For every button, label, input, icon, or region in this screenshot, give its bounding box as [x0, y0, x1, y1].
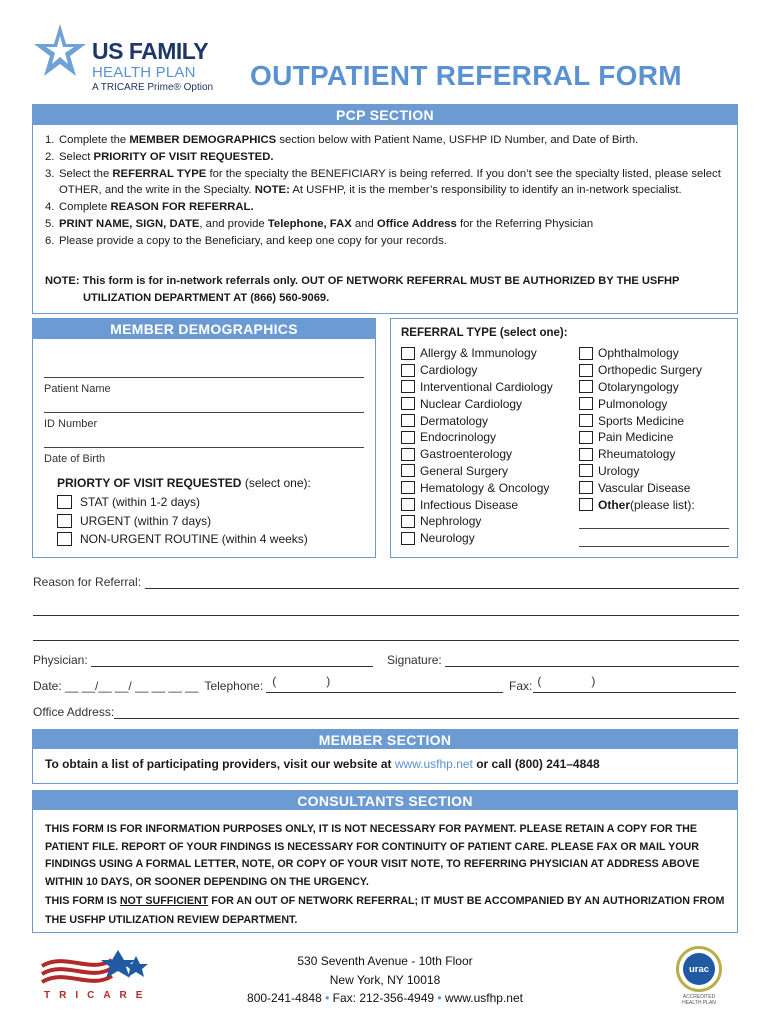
id-number-field[interactable]	[44, 412, 364, 430]
checkbox[interactable]	[401, 364, 415, 377]
referral-type-option[interactable]	[579, 379, 729, 396]
instruction-text: Complete	[59, 201, 111, 214]
pcp-instruction	[45, 132, 725, 149]
priority-option[interactable]	[57, 530, 311, 549]
referral-type-label: Dermatology	[420, 413, 489, 428]
logo-line1: US FAMILY	[92, 38, 209, 64]
date-of-birth-field[interactable]	[44, 447, 364, 465]
referral-type-label: Otolaryngology	[598, 379, 679, 394]
consultants-section	[32, 790, 738, 933]
referral-type-option[interactable]	[401, 345, 553, 362]
referral-type-option[interactable]	[401, 446, 553, 463]
checkbox[interactable]	[401, 347, 415, 360]
referral-type-option[interactable]	[579, 362, 729, 379]
patient-name-label: Patient Name	[44, 383, 111, 395]
checkbox[interactable]	[401, 464, 415, 477]
instruction-text: , and provide	[199, 217, 268, 230]
member-text-before: To obtain a list of participating providers, visit our website at	[45, 757, 395, 771]
id-number-label: ID Number	[44, 418, 98, 430]
consultants-section-heading: CONSULTANTS SECTION	[33, 791, 737, 810]
instruction-text: and	[351, 217, 377, 230]
checkbox[interactable]	[401, 498, 415, 511]
urac-seal-icon	[676, 946, 722, 992]
referral-type-column-2	[579, 345, 729, 563]
reason-line-3[interactable]	[33, 627, 739, 641]
member-demographics-section	[32, 318, 376, 558]
instruction-text: NOTE:	[254, 184, 290, 197]
instruction-text: for the Referring Physician	[456, 217, 594, 230]
instruction-text: for the specialty the BENEFICIARY is being referred. If you don’t see the specialty listed, please select OTHER, and the write in the Specialty.	[59, 167, 721, 197]
pcp-section-heading: PCP SECTION	[33, 105, 737, 125]
other-specialty-line-2[interactable]	[579, 546, 729, 563]
referral-type-option[interactable]	[401, 496, 553, 513]
signature-label: Signature:	[387, 653, 442, 667]
instruction-number: 1.	[45, 134, 55, 146]
footer-fax: Fax: 212-356-4949	[332, 991, 435, 1005]
instruction-text: Telephone, FAX	[267, 217, 352, 230]
office-address-field[interactable]	[33, 705, 739, 719]
pcp-instruction	[45, 149, 725, 166]
physician-line[interactable]	[91, 653, 373, 667]
footer-phone: 800-241-4848	[247, 991, 322, 1005]
reason-label: Reason for Referral:	[33, 575, 142, 589]
referral-type-option[interactable]	[579, 345, 729, 362]
priority-option[interactable]	[57, 493, 311, 512]
fax-paren-open: (	[537, 674, 542, 688]
address-line-1: 530 Seventh Avenue - 10th Floor	[297, 954, 473, 968]
checkbox[interactable]	[579, 464, 593, 477]
referral-type-option[interactable]	[401, 362, 553, 379]
logo-line2: HEALTH PLAN	[92, 64, 196, 81]
checkbox[interactable]	[57, 514, 72, 528]
referral-type-label: Gastroenterology	[420, 447, 513, 462]
pcp-instruction	[45, 166, 725, 200]
referral-type-label: Neurology	[420, 531, 475, 546]
website-link[interactable]: www.usfhp.net	[394, 757, 473, 771]
member-section-text	[45, 757, 600, 771]
telephone-paren-close: )	[326, 674, 331, 688]
pcp-note-line1: NOTE: This form is for in-network referrals only. OUT OF NETWORK REFERRAL MUST BE AUTHORIZED BY THE USFHP	[45, 275, 680, 287]
checkbox[interactable]	[579, 397, 593, 410]
referral-type-option[interactable]	[401, 395, 553, 412]
instruction-number: 5.	[45, 217, 55, 230]
office-address-line[interactable]	[114, 705, 739, 719]
footer-address	[220, 952, 550, 1008]
date-of-birth-label: Date of Birth	[44, 453, 106, 465]
para2-after: FOR AN OUT OF NETWORK REFERRAL; IT MUST BE ACCOMPANIED BY AN AUTHORIZATION FROM THE USFHP UTILIZATION REVIEW DEPARTMENT.	[45, 895, 725, 926]
para2-underlined: NOT SUFFICIENT	[119, 895, 209, 907]
referral-type-column-1	[401, 345, 553, 547]
form-title: OUTPATIENT REFERRAL FORM	[250, 60, 682, 91]
referral-type-label: Cardiology	[420, 363, 478, 378]
priority-option-label: STAT (within 1-2 days)	[80, 495, 201, 510]
referral-type-option[interactable]	[579, 429, 729, 446]
member-section-heading: MEMBER SECTION	[33, 730, 737, 749]
referral-type-option[interactable]	[401, 513, 553, 530]
priority-option-label: NON-URGENT ROUTINE (within 4 weeks)	[80, 532, 308, 547]
referral-type-option[interactable]	[579, 395, 729, 412]
reason-line-1[interactable]	[145, 575, 739, 589]
instruction-text: PRINT NAME, SIGN, DATE	[59, 217, 200, 230]
pcp-instructions	[45, 132, 725, 250]
referral-type-option[interactable]	[401, 479, 553, 496]
priority-option-label: URGENT (within 7 days)	[80, 513, 212, 528]
checkbox[interactable]	[401, 532, 415, 545]
priority-group	[57, 476, 311, 549]
checkbox[interactable]	[579, 414, 593, 427]
referral-type-label: Allergy & Immunology	[420, 346, 537, 361]
referral-type-option[interactable]	[401, 530, 553, 547]
referral-type-label: Endocrinology	[420, 430, 497, 445]
instruction-text: REASON FOR REFERRAL.	[110, 201, 254, 214]
tricare-logo	[40, 944, 160, 1010]
referral-type-option[interactable]	[401, 412, 553, 429]
referral-type-option[interactable]	[401, 379, 553, 396]
instruction-text: Please provide a copy to the Beneficiary, and keep one copy for your records.	[59, 234, 447, 247]
referral-type-label: Infectious Disease	[420, 497, 519, 512]
member-text-after: or call (800) 241–4848	[472, 757, 600, 771]
fax-row	[509, 674, 736, 693]
instruction-text: MEMBER DEMOGRAPHICS	[129, 134, 277, 146]
referral-type-label: General Surgery	[420, 463, 509, 478]
checkbox[interactable]	[579, 431, 593, 444]
pcp-section	[32, 104, 738, 314]
signature-field[interactable]	[387, 653, 739, 667]
tricare-flag-icon	[40, 944, 155, 988]
referral-type-option[interactable]	[579, 412, 729, 429]
instruction-text: PRIORITY OF VISIT REQUESTED.	[93, 150, 274, 163]
pcp-instruction	[45, 216, 725, 233]
instruction-number: 3.	[45, 167, 55, 180]
checkbox[interactable]	[401, 515, 415, 528]
instruction-text: Select	[59, 150, 94, 163]
urac-seal	[676, 946, 722, 1006]
consultants-paragraph-2	[45, 892, 729, 930]
referral-type-option[interactable]	[579, 479, 729, 496]
referral-type-label: Nuclear Cardiology	[420, 396, 523, 411]
member-demographics-heading: MEMBER DEMOGRAPHICS	[33, 319, 375, 339]
checkbox[interactable]	[579, 364, 593, 377]
referral-type-label: Urology	[598, 463, 640, 478]
telephone-paren-open: (	[272, 674, 277, 688]
checkbox[interactable]	[401, 380, 415, 393]
consultants-paragraph-1: THIS FORM IS FOR INFORMATION PURPOSES ONLY, IT IS NOT NECESSARY FOR PAYMENT. PLEASE RETAIN A COPY FOR THE PATIENT FILE. REPORT OF YOUR FINDINGS IS NECESSARY FOR CONTINUITY OF PATIENT CARE. PLEASE FAX OR MAIL YOUR FINDINGS USING A FORMAL LETTER, NOTE, OR COPY OF YOUR VISIT NOTE, TO REFERRING PHYSICIAN AT ADDRESS ABOVE WITHIN 10 DAYS, OR SOONER DEPENDING ON THE URGENCY.	[45, 823, 700, 888]
instruction-text: Office Address	[376, 217, 457, 230]
pcp-instruction	[45, 233, 725, 250]
referral-type-label: Nephrology	[420, 514, 482, 529]
footer-web[interactable]: www.usfhp.net	[444, 991, 523, 1005]
checkbox[interactable]	[579, 380, 593, 393]
pcp-note	[45, 273, 725, 307]
checkbox[interactable]	[57, 532, 72, 546]
tricare-wordmark: TRICARE	[44, 990, 152, 1001]
reason-line-2[interactable]	[33, 602, 739, 616]
instruction-number: 6.	[45, 234, 55, 247]
referral-type-label: Vascular Disease	[598, 480, 691, 495]
pcp-note-line2: UTILIZATION DEPARTMENT AT (866) 560-9069.	[83, 292, 330, 304]
checkbox[interactable]	[579, 498, 593, 511]
fax-field[interactable]	[533, 674, 736, 693]
pcp-instruction	[45, 199, 725, 216]
star-logo-icon	[32, 22, 88, 82]
instruction-text: REFERRAL TYPE	[112, 167, 207, 180]
referral-type-label: Pulmonology	[598, 396, 668, 411]
other-label: Other	[598, 497, 631, 512]
telephone-field[interactable]	[266, 674, 503, 693]
referral-type-label: Interventional Cardiology	[420, 379, 553, 394]
referral-type-label: Sports Medicine	[598, 413, 685, 428]
referral-type-label: Hematology & Oncology	[420, 480, 550, 495]
instruction-number: 2.	[45, 150, 55, 163]
fax-paren-close: )	[591, 674, 596, 688]
contact-line: 800-241-4848 • Fax: 212-356-4949 • www.usfhp.net	[247, 991, 523, 1005]
referral-type-option[interactable]	[401, 429, 553, 446]
instruction-text: section below with Patient Name, USFHP ID Number, and Date of Birth.	[276, 134, 639, 146]
logo-line3: A TRICARE Prime® Option	[92, 82, 214, 93]
physician-label: Physician:	[33, 653, 88, 667]
checkbox[interactable]	[401, 414, 415, 427]
referral-type-label: Orthopedic Surgery	[598, 363, 703, 378]
reason-for-referral-field[interactable]	[33, 575, 739, 589]
instruction-text: Select the	[59, 167, 113, 180]
checkbox[interactable]	[401, 431, 415, 444]
instruction-text: Complete the	[59, 134, 130, 146]
instruction-number: 4.	[45, 201, 55, 214]
date-field[interactable]: Date: __ __/__ __/ __ __ __ __	[33, 679, 199, 693]
urac-wordmark: urac	[683, 953, 715, 985]
office-address-label: Office Address:	[33, 705, 115, 719]
referral-type-label: Pain Medicine	[598, 430, 674, 445]
para2-before: THIS FORM IS	[45, 895, 120, 907]
urac-caption: ACCREDITED HEALTH PLAN	[682, 994, 716, 1006]
referral-type-section	[390, 318, 738, 558]
referral-type-option[interactable]	[579, 463, 729, 480]
referral-type-option[interactable]	[401, 463, 553, 480]
referral-type-label: Rheumatology	[598, 447, 676, 462]
physician-field[interactable]	[33, 653, 373, 667]
checkbox[interactable]	[579, 347, 593, 360]
checkbox[interactable]	[401, 481, 415, 494]
checkbox[interactable]	[401, 448, 415, 461]
date-telephone-row	[33, 674, 503, 693]
checkbox[interactable]	[57, 495, 72, 509]
checkbox[interactable]	[401, 397, 415, 410]
other-suffix: (please list):	[630, 497, 695, 512]
usfhp-logo	[32, 22, 247, 94]
priority-title: PRIORTY OF VISIT REQUESTED (select one):	[57, 476, 311, 490]
referral-type-option[interactable]	[579, 446, 729, 463]
checkbox[interactable]	[579, 481, 593, 494]
telephone-label: Telephone:	[204, 679, 264, 693]
referral-type-label: Ophthalmology	[598, 346, 679, 361]
address-line-2: New York, NY 10018	[329, 972, 441, 987]
instruction-text: At USFHP, it is the member’s responsibility to identify an in-network specialist.	[289, 184, 682, 197]
patient-name-field[interactable]	[44, 377, 364, 395]
signature-line[interactable]	[445, 653, 739, 667]
other-specialty-line-1[interactable]	[579, 528, 729, 545]
referral-type-title: REFERRAL TYPE (select one):	[401, 327, 568, 339]
fax-label: Fax:	[509, 679, 533, 693]
checkbox[interactable]	[579, 448, 593, 461]
priority-option[interactable]	[57, 512, 311, 531]
referral-type-other-option[interactable]	[579, 496, 729, 513]
member-section	[32, 729, 738, 784]
